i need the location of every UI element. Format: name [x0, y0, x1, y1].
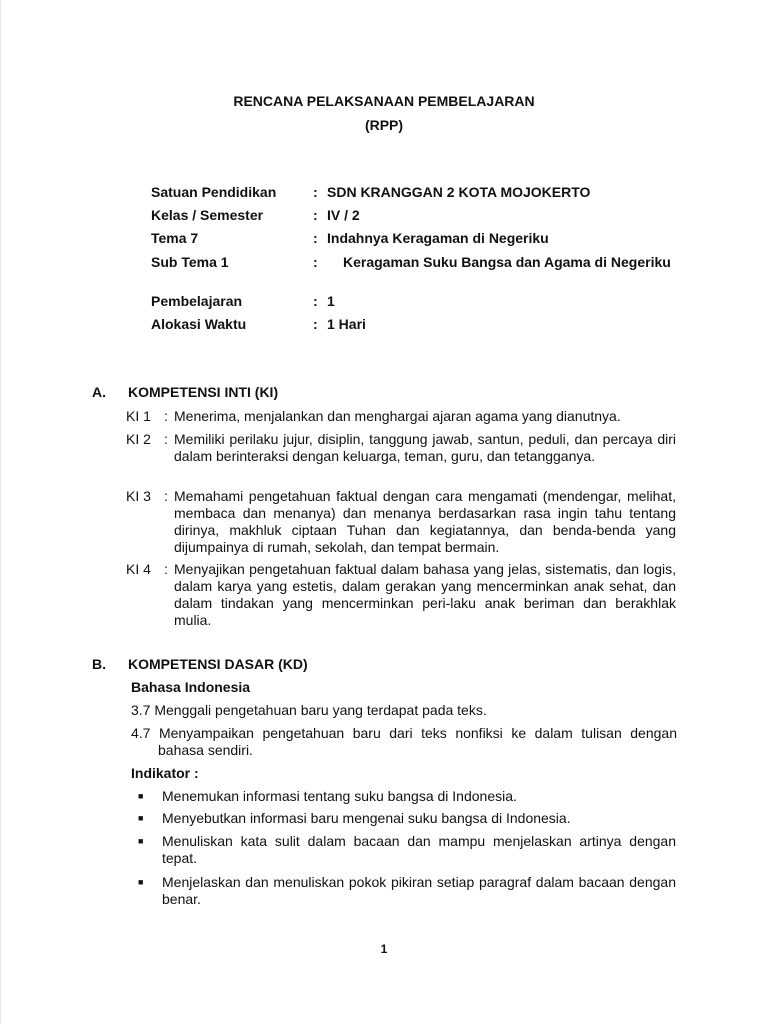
ki-colon: :: [164, 488, 168, 504]
kd-item-3-7: 3.7 Menggali pengetahuan baru yang terdapat pada teks.: [131, 702, 487, 718]
identity-label: Satuan Pendidikan: [151, 184, 277, 200]
ki-colon: :: [164, 408, 168, 424]
ki-code: KI 1: [126, 408, 151, 424]
document-title: RENCANA PELAKSANAAN PEMBELAJARAN: [233, 93, 535, 109]
identity-value: IV / 2: [327, 207, 360, 223]
identity-label: Pembelajaran: [151, 293, 243, 309]
identity-label: Sub Tema 1: [151, 254, 229, 270]
section-title: KOMPETENSI DASAR (KD): [128, 656, 308, 672]
section-title: KOMPETENSI INTI (KI): [128, 384, 279, 400]
identity-colon: :: [313, 207, 318, 223]
indicator-heading: Indikator :: [131, 765, 199, 781]
document-subtitle: (RPP): [364, 117, 404, 133]
subject-heading: Bahasa Indonesia: [131, 679, 251, 695]
identity-label: Tema 7: [151, 230, 199, 246]
identity-colon: :: [313, 293, 318, 309]
ki-text: Menerima, menjalankan dan menghargai ajaran agama yang dianutnya.: [174, 408, 621, 424]
identity-colon: :: [313, 254, 318, 270]
ki-code: KI 2: [126, 431, 151, 447]
section-letter: A.: [92, 384, 106, 400]
identity-value: Keragaman Suku Bangsa dan Agama di Negeriku: [343, 254, 671, 270]
identity-label: Alokasi Waktu: [151, 316, 247, 332]
bullet-icon: ■: [138, 791, 144, 801]
ki-code: KI 4: [126, 561, 151, 577]
bullet-icon: ■: [138, 836, 144, 846]
ki-text: Memiliki perilaku jujur, disiplin, tanggung jawab, santun, peduli, dan percaya diri dalam berinteraksi dengan keluarga, teman, guru, dan tetangganya.: [174, 431, 676, 464]
identity-value: 1: [327, 293, 335, 309]
identity-value: SDN KRANGGAN 2 KOTA MOJOKERTO: [327, 184, 591, 200]
kd-item-4-7: 4.7 Menyampaikan pengetahuan baru dari teks nonfiksi ke dalam tulisan dengan bahasa sendiri.: [131, 725, 677, 758]
identity-colon: :: [313, 184, 318, 200]
ki-colon: :: [164, 431, 168, 447]
indicator-text: Menuliskan kata sulit dalam bacaan dan mampu menjelaskan artinya dengan tepat.: [162, 833, 676, 866]
indicator-text: Menemukan informasi tentang suku bangsa di Indonesia.: [162, 788, 517, 804]
identity-value: Indahnya Keragaman di Negeriku: [327, 230, 549, 246]
identity-label: Kelas / Semester: [151, 207, 264, 223]
ki-code: KI 3: [126, 488, 151, 504]
page-number: 1: [380, 942, 388, 956]
section-letter: B.: [92, 656, 106, 672]
identity-colon: :: [313, 316, 318, 332]
identity-value: 1 Hari: [327, 316, 366, 332]
ki-colon: :: [164, 561, 168, 577]
ki-text: Menyajikan pengetahuan faktual dalam bahasa yang jelas, sistematis, dan logis, dalam karya yang estetis, dalam gerakan yang mencerminkan anak sehat, dan dalam tindakan yang mencerminkan peri-laku anak beriman dan berakhlak mulia.: [174, 561, 676, 628]
indicator-text: Menyebutkan informasi baru mengenai suku bangsa di Indonesia.: [162, 810, 571, 826]
identity-colon: :: [313, 230, 318, 246]
bullet-icon: ■: [138, 813, 144, 823]
ki-text: Memahami pengetahuan faktual dengan cara mengamati (mendengar, melihat, membaca dan menanya) dan menanya berdasarkan rasa ingin tahu tentang dirinya, makhluk ciptaan Tuhan dan kegiatannya, dan benda-benda yang dijumpainya di rumah, sekolah, dan tempat bermain.: [174, 488, 676, 555]
bullet-icon: ■: [138, 877, 144, 887]
indicator-text: Menjelaskan dan menuliskan pokok pikiran setiap paragraf dalam bacaan dengan benar.: [162, 874, 676, 907]
